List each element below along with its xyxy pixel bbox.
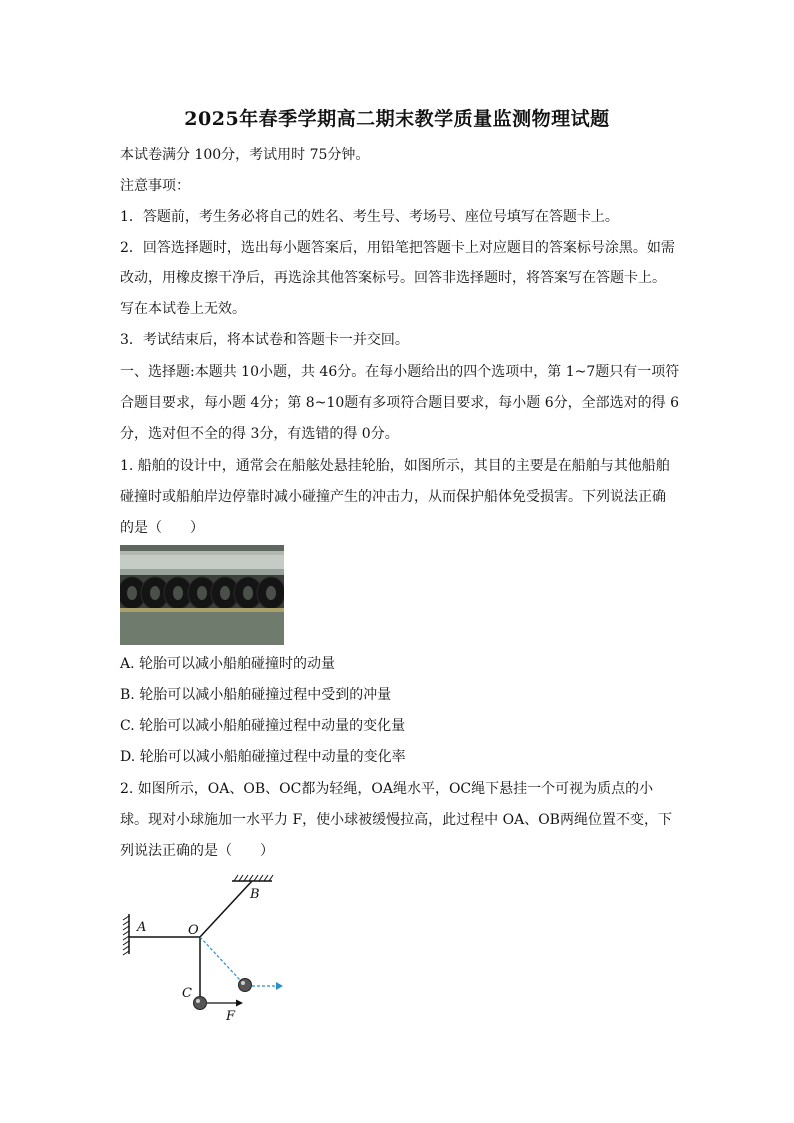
notice-heading: 注意事项： (120, 178, 190, 194)
label-o: O (188, 923, 199, 938)
q2-stem: 2. 如图所示，OA、OB、OC都为轻绳，OA绳水平，OC绳下悬挂一个可视为质点的小 (120, 781, 654, 797)
notice-line: 2．回答选择题时，选出每小题答案后，用铅笔把答题卡上对应题目的答案标号涂黑。如需 (120, 240, 675, 256)
intro-text: 本试卷满分 100分，考试用时 75分钟。 (120, 147, 370, 163)
notice-line: 1．答题前，考生务必将自己的姓名、考生号、考场号、座位号填写在答题卡上。 (120, 209, 619, 225)
section-instructions: 一、选择题:本题共 10小题，共 46分。在每小题给出的四个选项中，第 1~7题只有一项符 (120, 364, 680, 380)
rope-diagram (120, 872, 300, 1027)
q2-stem: 列说法正确的是（ ） (120, 843, 274, 859)
label-b: B (250, 887, 260, 902)
label-c: C (182, 986, 192, 1001)
q1-option-b: B. 轮胎可以减小船舶碰撞过程中受到的冲量 (120, 687, 392, 703)
q1-stem: 1. 船舶的设计中，通常会在船舷处悬挂轮胎，如图所示，其目的主要是在船舶与其他船舶 (120, 458, 670, 474)
section-instructions: 合题目要求，每小题 4分；第 8~10题有多项符合题目要求，每小题 6分，全部选对的得 6 (120, 395, 679, 411)
q1-option-a: A. 轮胎可以减小船舶碰撞时的动量 (120, 656, 336, 672)
q1-stem: 碰撞时或船舶岸边停靠时减小碰撞产生的冲击力，从而保护船体免受损害。下列说法正确 (120, 489, 666, 505)
notice-line: 写在本试卷上无效。 (120, 301, 246, 317)
q2-stem: 球。现对小球施加一水平力 F，使小球被缓慢拉高，此过程中 OA、OB两绳位置不变，下 (120, 812, 672, 828)
notice-line: 3．考试结束后，将本试卷和答题卡一并交回。 (120, 332, 409, 348)
q1-stem: 的是（ ） (120, 520, 204, 536)
q1-option-c: C. 轮胎可以减小船舶碰撞过程中动量的变化量 (120, 718, 406, 734)
label-f: F (226, 1009, 236, 1024)
notice-line: 改动，用橡皮擦干净后，再选涂其他答案标号。回答非选择题时，将答案写在答题卡上。 (120, 270, 666, 286)
tire-fender-photo (120, 545, 284, 645)
page-title: 2025年春季学期高二期末教学质量监测物理试题 (184, 108, 610, 130)
section-instructions: 分，选对但不全的得 3分，有选错的得 0分。 (120, 426, 399, 442)
q1-option-d: D. 轮胎可以减小船舶碰撞过程中动量的变化率 (120, 749, 406, 765)
label-a: A (137, 920, 147, 935)
